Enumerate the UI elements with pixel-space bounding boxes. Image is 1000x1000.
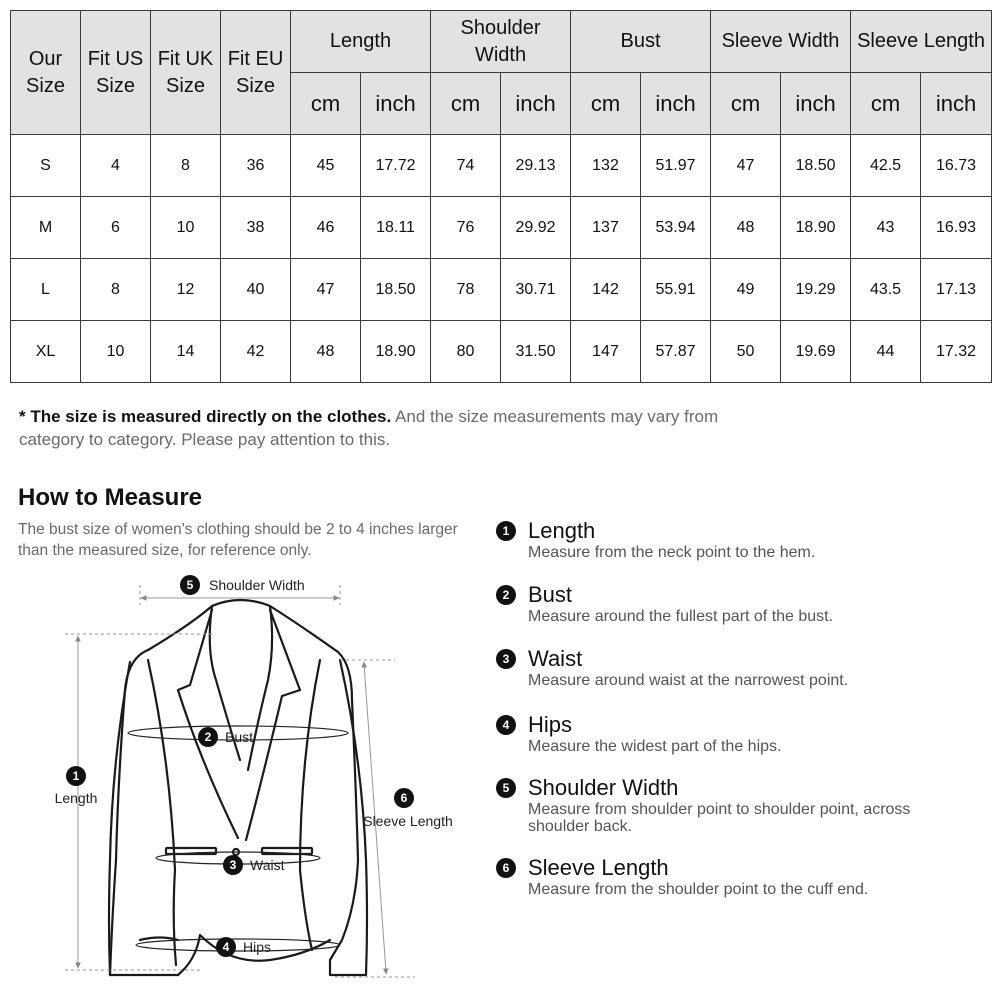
table-cell: 142 <box>571 259 641 321</box>
header-sleeve-width: Sleeve Width <box>711 11 851 73</box>
number-badge-icon: 3 <box>496 649 516 669</box>
table-cell: L <box>11 259 81 321</box>
table-cell: 8 <box>151 135 221 197</box>
table-cell: 38 <box>221 197 291 259</box>
svg-text:2: 2 <box>204 730 212 744</box>
list-item <box>496 712 976 775</box>
table-cell: 17.13 <box>921 259 992 321</box>
table-cell: 6 <box>81 197 151 259</box>
item-desc: Measure around the fullest part of the bust. <box>528 608 834 625</box>
table-cell: 18.90 <box>781 197 851 259</box>
table-cell: 76 <box>431 197 501 259</box>
list-item <box>496 775 976 855</box>
item-title: Bust <box>528 582 573 607</box>
table-header-row <box>11 11 992 73</box>
table-cell: 53.94 <box>641 197 711 259</box>
diagram-length-label: Length <box>54 790 98 806</box>
diagram-sleeve-label: Sleeve Length <box>363 813 453 829</box>
table-cell: 36 <box>221 135 291 197</box>
table-cell: S <box>11 135 81 197</box>
badge-2 <box>198 727 218 747</box>
table-cell: 80 <box>431 321 501 383</box>
table-cell: 48 <box>291 321 361 383</box>
diagram-hips-label: Hips <box>243 939 272 955</box>
header-bust: Bust <box>571 11 711 73</box>
unit-inch: inch <box>781 73 851 135</box>
table-cell: M <box>11 197 81 259</box>
size-note-bold: * The size is measured directly on the clothes. <box>19 407 392 426</box>
item-title: Waist <box>528 646 583 671</box>
unit-inch: inch <box>921 73 992 135</box>
table-cell: 43 <box>851 197 921 259</box>
table-cell: 29.92 <box>501 197 571 259</box>
blazer-measure-diagram <box>0 565 480 1000</box>
number-badge-icon: 5 <box>496 778 516 798</box>
item-title: Length <box>528 518 596 543</box>
header-sleeve-length: Sleeve Length <box>851 11 992 73</box>
list-item <box>496 582 976 646</box>
unit-cm: cm <box>571 73 641 135</box>
badge-1 <box>66 766 86 786</box>
table-cell: 18.90 <box>361 321 431 383</box>
table-cell: XL <box>11 321 81 383</box>
table-cell: 10 <box>81 321 151 383</box>
table-cell: 147 <box>571 321 641 383</box>
svg-text:5: 5 <box>186 578 194 592</box>
number-badge-icon: 6 <box>496 858 516 878</box>
table-cell: 49 <box>711 259 781 321</box>
list-item <box>496 518 976 582</box>
table-row <box>11 259 992 321</box>
unit-cm: cm <box>291 73 361 135</box>
unit-cm: cm <box>431 73 501 135</box>
badge-4 <box>216 937 236 957</box>
svg-text:6: 6 <box>400 791 408 805</box>
table-cell: 31.50 <box>501 321 571 383</box>
measure-list <box>496 518 976 905</box>
badge-5 <box>180 575 200 595</box>
table-row <box>11 321 992 383</box>
list-item <box>496 646 976 712</box>
table-row <box>11 197 992 259</box>
table-cell: 132 <box>571 135 641 197</box>
unit-cm: cm <box>851 73 921 135</box>
table-cell: 47 <box>291 259 361 321</box>
measure-guides <box>65 585 415 977</box>
size-note <box>19 405 779 451</box>
table-cell: 12 <box>151 259 221 321</box>
item-desc: Measure around waist at the narrowest point. <box>528 672 849 689</box>
table-cell: 16.73 <box>921 135 992 197</box>
how-to-measure-desc: The bust size of women's clothing should be 2 to 4 inches larger than the measured size, for reference only. <box>18 521 458 559</box>
table-cell: 8 <box>81 259 151 321</box>
table-cell: 19.29 <box>781 259 851 321</box>
number-badge-icon: 1 <box>496 521 516 541</box>
table-cell: 10 <box>151 197 221 259</box>
list-item <box>496 855 976 905</box>
table-cell: 55.91 <box>641 259 711 321</box>
table-cell: 46 <box>291 197 361 259</box>
table-cell: 29.13 <box>501 135 571 197</box>
table-cell: 18.50 <box>781 135 851 197</box>
header-length: Length <box>291 11 431 73</box>
diagram-waist-label: Waist <box>250 857 285 873</box>
unit-inch: inch <box>361 73 431 135</box>
blazer-icon <box>109 600 367 975</box>
table-cell: 17.72 <box>361 135 431 197</box>
unit-inch: inch <box>501 73 571 135</box>
svg-text:4: 4 <box>222 940 230 954</box>
number-badge-icon: 2 <box>496 585 516 605</box>
size-chart-table <box>10 10 992 383</box>
item-title: Hips <box>528 712 573 737</box>
table-cell: 44 <box>851 321 921 383</box>
item-desc: Measure from shoulder point to shoulder point, across shoulder back. <box>528 801 911 835</box>
how-to-measure-title: How to Measure <box>18 484 203 511</box>
item-title: Sleeve Length <box>528 855 669 880</box>
diagram-shoulder-label: Shoulder Width <box>209 577 305 593</box>
table-cell: 45 <box>291 135 361 197</box>
table-cell: 50 <box>711 321 781 383</box>
table-cell: 47 <box>711 135 781 197</box>
table-cell: 17.32 <box>921 321 992 383</box>
item-desc: Measure from the neck point to the hem. <box>528 544 816 561</box>
table-cell: 30.71 <box>501 259 571 321</box>
svg-text:1: 1 <box>72 769 80 783</box>
table-cell: 42.5 <box>851 135 921 197</box>
unit-cm: cm <box>711 73 781 135</box>
table-cell: 57.87 <box>641 321 711 383</box>
badge-3 <box>223 855 243 875</box>
number-badge-icon: 4 <box>496 715 516 735</box>
table-cell: 14 <box>151 321 221 383</box>
table-cell: 40 <box>221 259 291 321</box>
table-cell: 48 <box>711 197 781 259</box>
table-cell: 19.69 <box>781 321 851 383</box>
item-desc: Measure from the shoulder point to the cuff end. <box>528 881 869 898</box>
badge-6 <box>394 788 414 808</box>
table-cell: 18.50 <box>361 259 431 321</box>
table-row <box>11 135 992 197</box>
header-fit-us: Fit US Size <box>81 11 151 135</box>
header-fit-uk: Fit UK Size <box>151 11 221 135</box>
size-note-rest: And the size measurements may vary from category to category. Please pay attention to this. <box>19 407 719 449</box>
header-our-size: Our Size <box>11 11 81 135</box>
item-title: Shoulder Width <box>528 775 679 800</box>
table-cell: 78 <box>431 259 501 321</box>
table-cell: 42 <box>221 321 291 383</box>
unit-inch: inch <box>641 73 711 135</box>
table-cell: 18.11 <box>361 197 431 259</box>
svg-text:3: 3 <box>229 858 237 872</box>
table-cell: 137 <box>571 197 641 259</box>
table-cell: 51.97 <box>641 135 711 197</box>
header-shoulder-width: Shoulder Width <box>431 11 571 73</box>
table-cell: 74 <box>431 135 501 197</box>
table-cell: 43.5 <box>851 259 921 321</box>
table-cell: 16.93 <box>921 197 992 259</box>
table-cell: 4 <box>81 135 151 197</box>
header-fit-eu: Fit EU Size <box>221 11 291 135</box>
diagram-bust-label: Bust <box>225 729 254 745</box>
item-desc: Measure the widest part of the hips. <box>528 738 782 755</box>
